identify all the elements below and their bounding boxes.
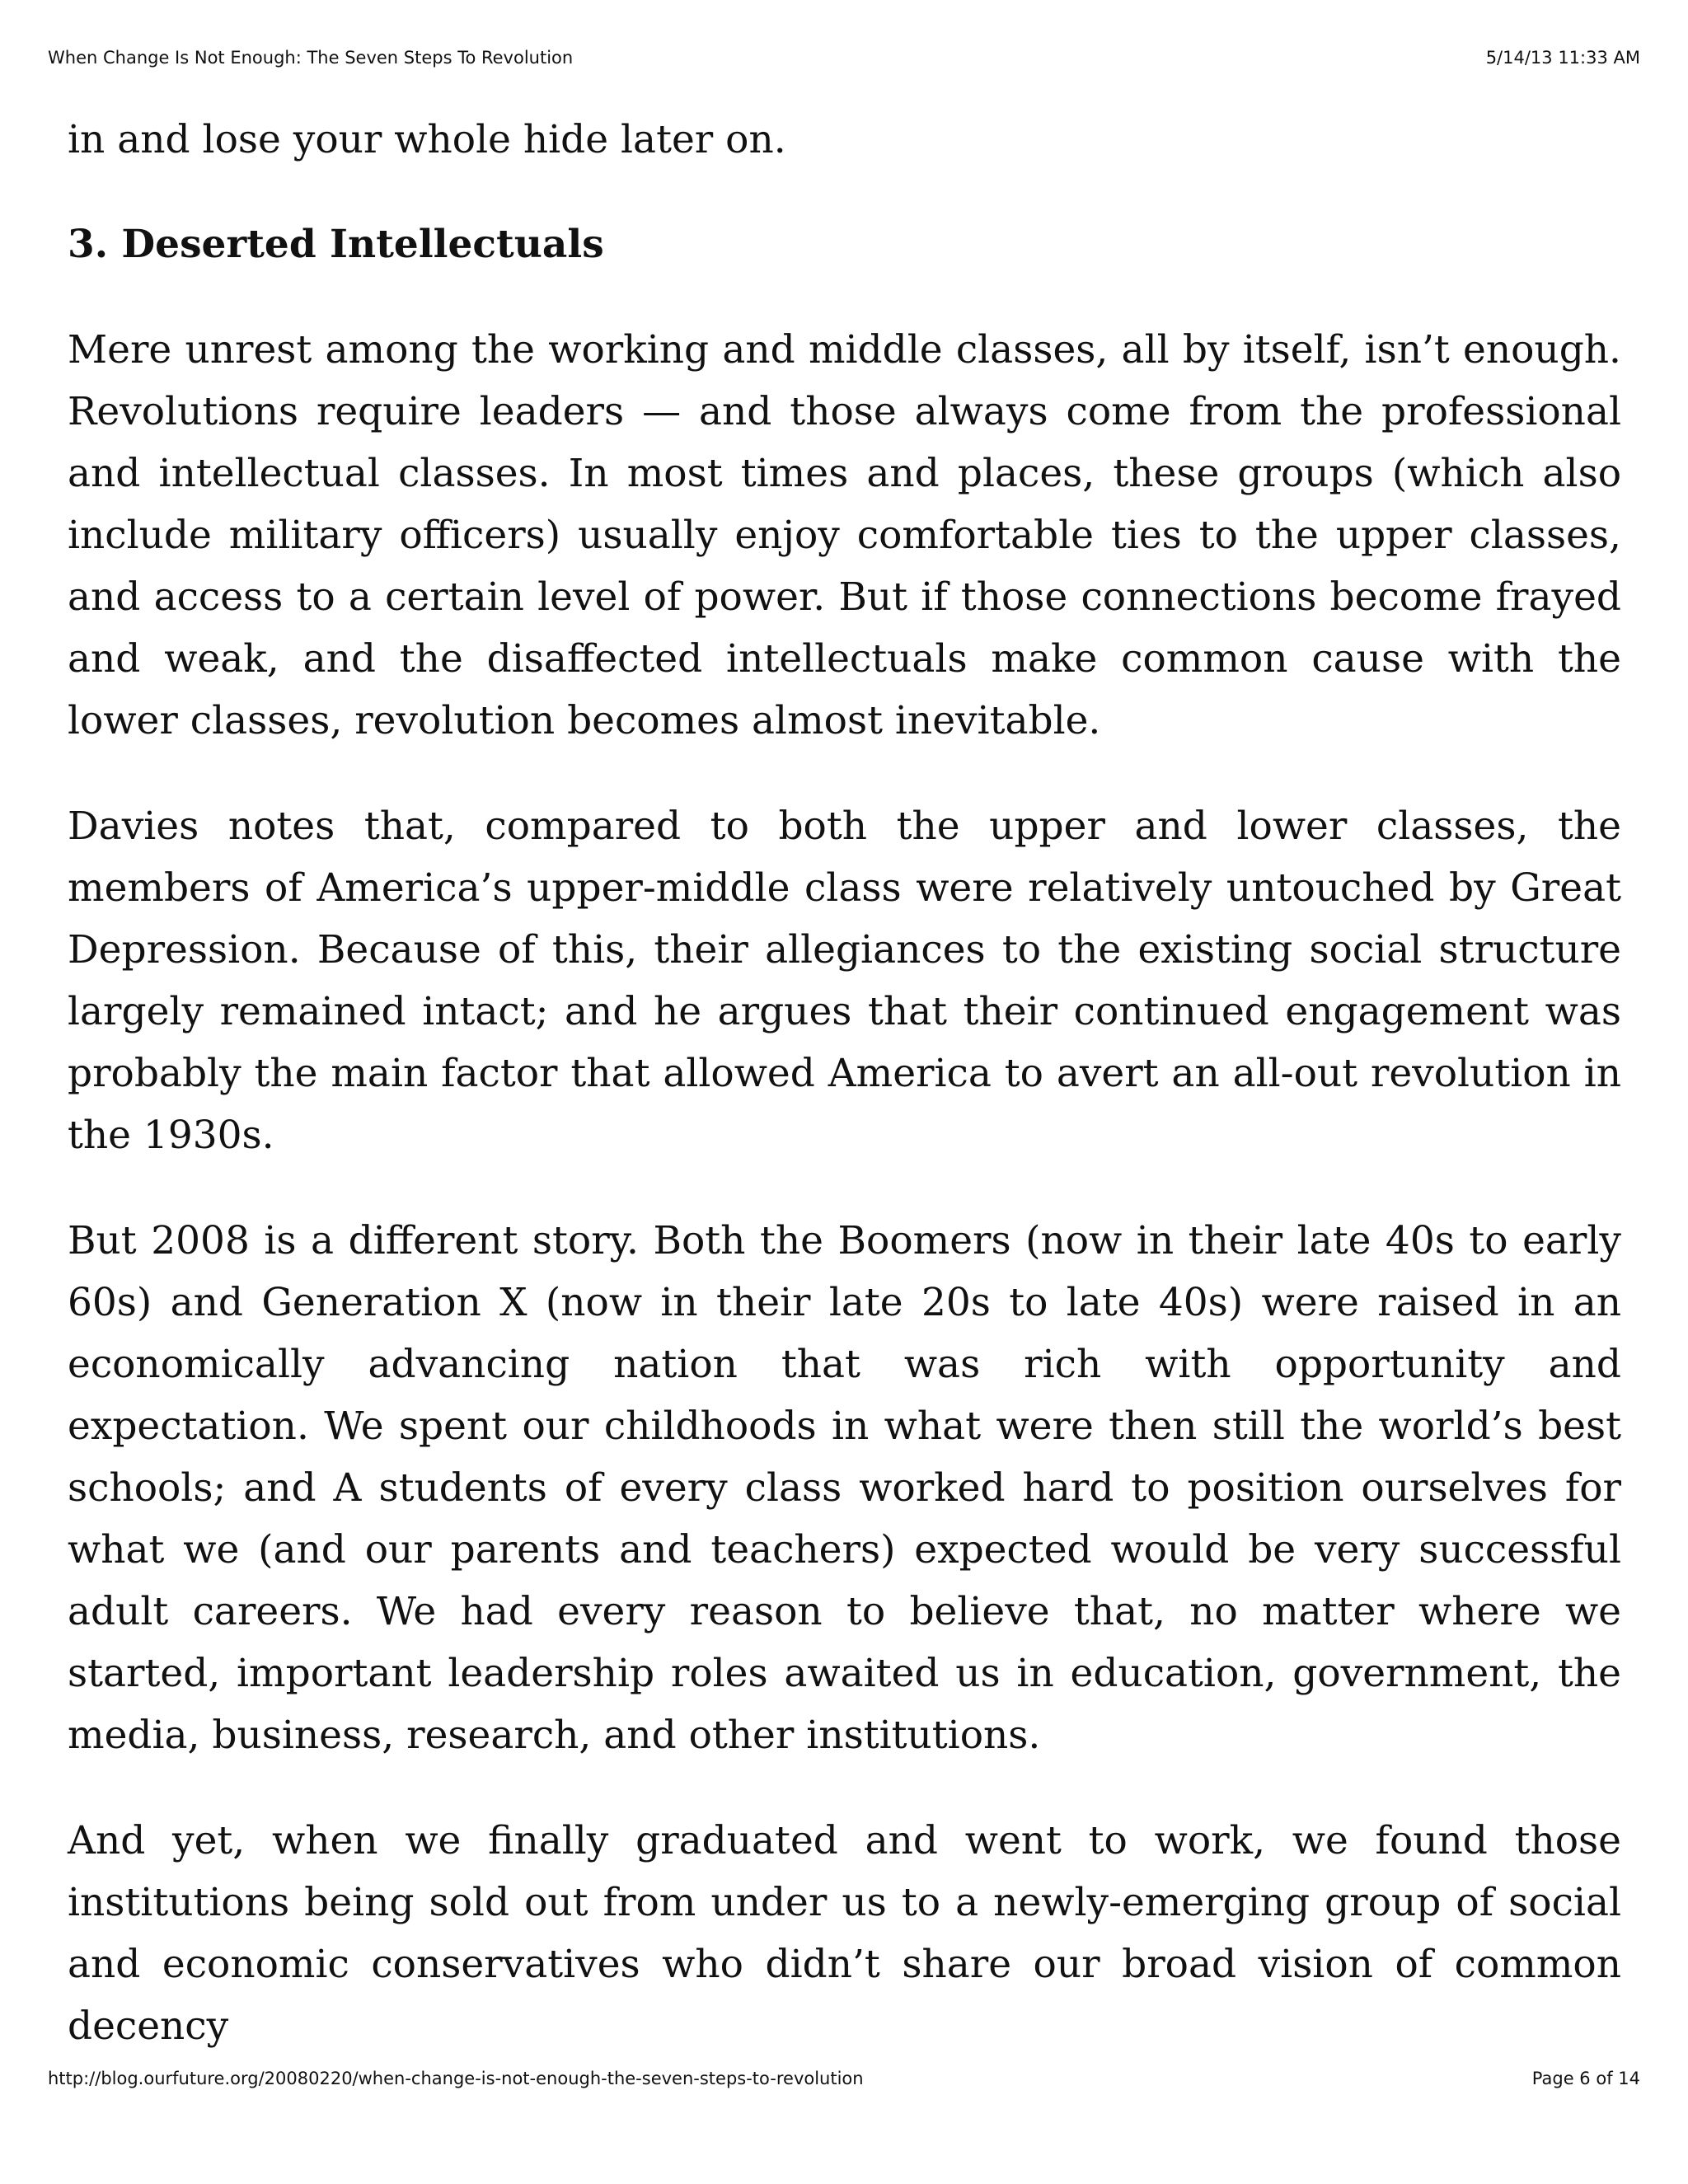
section-heading: 3. Deserted Intellectuals bbox=[68, 222, 604, 267]
print-header bbox=[48, 48, 1640, 68]
paragraph-1: Mere unrest among the working and middle classes, all by itself, isn’t enough. Revolutions require leaders — and those always come from the professional and intellectual classes. In most times and places, these groups (which also include military officers) usually enjoy comfortable ties to the upper classes, and access to a certain level of power. But if those connections become frayed and weak, and the disaffected intellectuals make common cause with the lower classes, revolution becomes almost inevitable. bbox=[68, 327, 1621, 743]
page-url: http://blog.ourfuture.org/20080220/when-change-is-not-enough-the-seven-steps-to-revolution bbox=[48, 2069, 864, 2088]
paragraph-2: Davies notes that, compared to both the upper and lower classes, the members of America’s upper-middle class were relatively untouched by Great Depression. Because of this, their allegiances to the existing social structure largely remained intact; and he argues that their continued engagement was probably the main factor that allowed America to avert an all-out revolution in the 1930s. bbox=[68, 804, 1621, 1158]
page-number: Page 6 of 14 bbox=[1531, 2069, 1640, 2088]
print-datetime: 5/14/13 11:33 AM bbox=[1485, 48, 1640, 68]
print-footer bbox=[48, 2069, 1640, 2088]
paragraph-4: And yet, when we finally graduated and went to work, we found those institutions being sold out from under us to a newly-emerging group of social and economic conservatives who didn’t share our broad vision of common decency bbox=[68, 1818, 1621, 2049]
article-body bbox=[68, 109, 1621, 2101]
paragraph-3: But 2008 is a different story. Both the Boomers (now in their late 40s to early 60s) and Generation X (now in their late 20s to late 40s) were raised in an economically advancing nation that was rich with opportunity and expectation. We spent our childhoods in what were then still the world’s best schools; and A students of every class worked hard to position ourselves for what we (and our parents and teachers) expected would be very successful adult careers. We had every reason to believe that, no matter where we started, important leadership roles awaited us in education, government, the media, business, research, and other institutions. bbox=[68, 1218, 1621, 1758]
document-title: When Change Is Not Enough: The Seven Steps To Revolution bbox=[48, 48, 574, 68]
lead-fragment: in and lose your whole hide later on. bbox=[68, 117, 786, 162]
